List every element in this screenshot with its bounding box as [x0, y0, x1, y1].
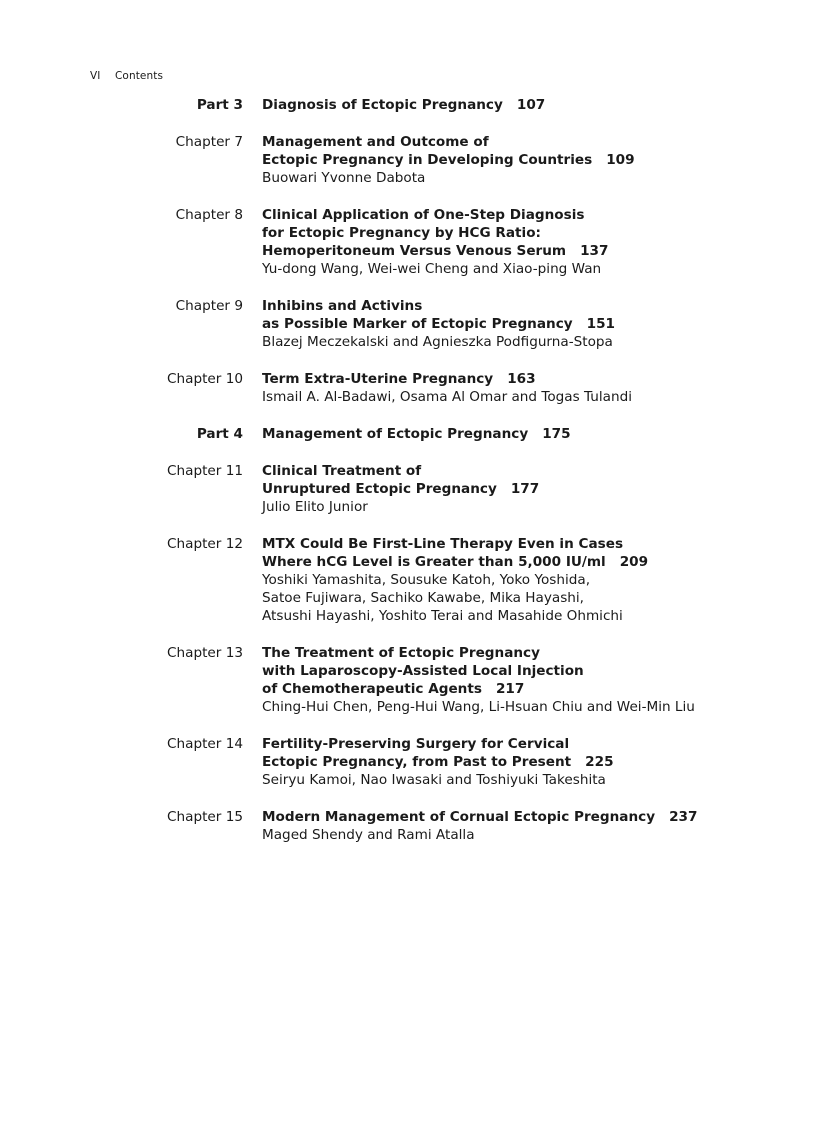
toc-chapter-entry[interactable]	[0, 297, 816, 351]
chapter-label: Chapter 12	[167, 536, 243, 552]
toc-chapter-entry[interactable]	[0, 535, 816, 625]
entry-title-text: Ectopic Pregnancy, from Past to Present	[262, 754, 572, 770]
entry-body	[262, 206, 702, 278]
entry-title-text: Management and Outcome of	[262, 134, 489, 150]
entry-title-line	[262, 480, 702, 498]
entry-title-line	[262, 224, 702, 242]
entry-title-text: The Treatment of Ectopic Pregnancy	[262, 645, 540, 661]
entry-body	[262, 535, 702, 625]
entry-title-line	[262, 462, 702, 480]
chapter-label: Chapter 15	[167, 809, 243, 825]
toc-part-entry[interactable]	[0, 96, 816, 114]
entry-title-line	[262, 680, 702, 698]
toc-chapter-entry[interactable]	[0, 808, 816, 844]
entry-title-text: for Ectopic Pregnancy by HCG Ratio:	[262, 225, 541, 241]
entry-title-line	[262, 206, 702, 224]
entry-title-line	[262, 297, 702, 315]
entry-authors: Blazej Meczekalski and Agnieszka Podfigurna-Stopa	[262, 334, 613, 350]
toc-chapter-entry[interactable]	[0, 206, 816, 278]
entry-title-text: Inhibins and Activins	[262, 298, 423, 314]
page-number: 237	[669, 809, 698, 825]
table-of-contents	[0, 96, 816, 863]
page-number: 107	[516, 97, 546, 113]
entry-authors: Ismail A. Al-Badawi, Osama Al Omar and Togas Tulandi	[262, 389, 633, 405]
entry-title-text: as Possible Marker of Ectopic Pregnancy	[262, 316, 573, 332]
running-header	[90, 69, 163, 83]
entry-title-line	[262, 151, 702, 169]
toc-chapter-entry[interactable]	[0, 370, 816, 406]
entry-authors: Yu-dong Wang, Wei-wei Cheng and Xiao-ping Wan	[262, 261, 602, 277]
chapter-label: Chapter 9	[175, 298, 243, 314]
entry-authors: Atsushi Hayashi, Yoshito Terai and Masahide Ohmichi	[262, 608, 623, 624]
chapter-label: Chapter 10	[167, 371, 243, 387]
toc-chapter-entry[interactable]	[0, 462, 816, 516]
toc-part-entry[interactable]	[0, 425, 816, 443]
entry-authors: Buowari Yvonne Dabota	[262, 170, 426, 186]
entry-authors: Julio Elito Junior	[262, 499, 368, 515]
entry-title-line	[262, 644, 702, 662]
entry-title-text: with Laparoscopy-Assisted Local Injection	[262, 663, 584, 679]
page-number: 137	[580, 243, 609, 259]
entry-title-text: Term Extra-Uterine Pregnancy	[262, 371, 494, 387]
page-number: 109	[606, 152, 635, 168]
page-number: 175	[542, 426, 571, 442]
entry-title-text: MTX Could Be First-Line Therapy Even in Cases	[262, 536, 624, 552]
entry-title-line	[262, 96, 702, 114]
entry-authors: Maged Shendy and Rami Atalla	[262, 827, 475, 843]
running-header-title: Contents	[115, 70, 164, 82]
entry-title-text: Hemoperitoneum Versus Venous Serum	[262, 243, 567, 259]
entry-authors: Satoe Fujiwara, Sachiko Kawabe, Mika Hayashi,	[262, 590, 584, 606]
entry-title-text: Ectopic Pregnancy in Developing Countries	[262, 152, 593, 168]
entry-authors: Yoshiki Yamashita, Sousuke Katoh, Yoko Yoshida,	[262, 572, 591, 588]
entry-body	[262, 462, 702, 516]
chapter-label: Chapter 8	[175, 207, 243, 223]
entry-title-line	[262, 735, 702, 753]
entry-body	[262, 96, 702, 114]
entry-title-line	[262, 753, 702, 771]
entry-title-line	[262, 315, 702, 333]
chapter-label: Chapter 11	[167, 463, 243, 479]
entry-title-text: Management of Ectopic Pregnancy	[262, 426, 529, 442]
entry-title-line	[262, 808, 702, 826]
entry-title-text: Modern Management of Cornual Ectopic Pregnancy	[262, 809, 656, 825]
entry-body	[262, 297, 702, 351]
entry-title-text: of Chemotherapeutic Agents	[262, 681, 482, 697]
entry-body	[262, 644, 702, 716]
entry-title-line	[262, 133, 702, 151]
page-number: 225	[585, 754, 614, 770]
entry-authors: Ching-Hui Chen, Peng-Hui Wang, Li-Hsuan Chiu and Wei-Min Liu	[262, 699, 695, 715]
chapter-label: Chapter 13	[167, 645, 243, 661]
entry-title-line	[262, 242, 702, 260]
entry-title-line	[262, 425, 702, 443]
page-number: 217	[495, 681, 525, 697]
part-label: Part 3	[196, 97, 243, 113]
chapter-label: Chapter 7	[175, 134, 243, 150]
entry-body	[262, 425, 702, 443]
entry-title-line	[262, 662, 702, 680]
part-label: Part 4	[196, 426, 243, 442]
page-number: 163	[507, 371, 536, 387]
entry-title-text: Clinical Application of One-Step Diagnosis	[262, 207, 585, 223]
entry-title-line	[262, 370, 702, 388]
toc-chapter-entry[interactable]	[0, 133, 816, 187]
entry-title-text: Clinical Treatment of	[262, 463, 422, 479]
entry-title-text: Diagnosis of Ectopic Pregnancy	[262, 97, 503, 113]
entry-title-text: Unruptured Ectopic Pregnancy	[262, 481, 497, 497]
toc-chapter-entry[interactable]	[0, 644, 816, 716]
entry-body	[262, 735, 702, 789]
entry-title-text: Fertility-Preserving Surgery for Cervical	[262, 736, 570, 752]
entry-body	[262, 370, 702, 406]
page-number: 209	[619, 554, 649, 570]
page-folio: VI	[90, 70, 101, 82]
page-number: 177	[510, 481, 540, 497]
page-number: 151	[586, 316, 616, 332]
entry-title-line	[262, 553, 702, 571]
chapter-label: Chapter 14	[167, 736, 243, 752]
entry-body	[262, 133, 702, 187]
entry-body	[262, 808, 702, 844]
entry-title-line	[262, 535, 702, 553]
toc-chapter-entry[interactable]	[0, 735, 816, 789]
entry-authors: Seiryu Kamoi, Nao Iwasaki and Toshiyuki Takeshita	[262, 772, 606, 788]
entry-title-text: Where hCG Level is Greater than 5,000 IU/ml	[262, 554, 606, 570]
